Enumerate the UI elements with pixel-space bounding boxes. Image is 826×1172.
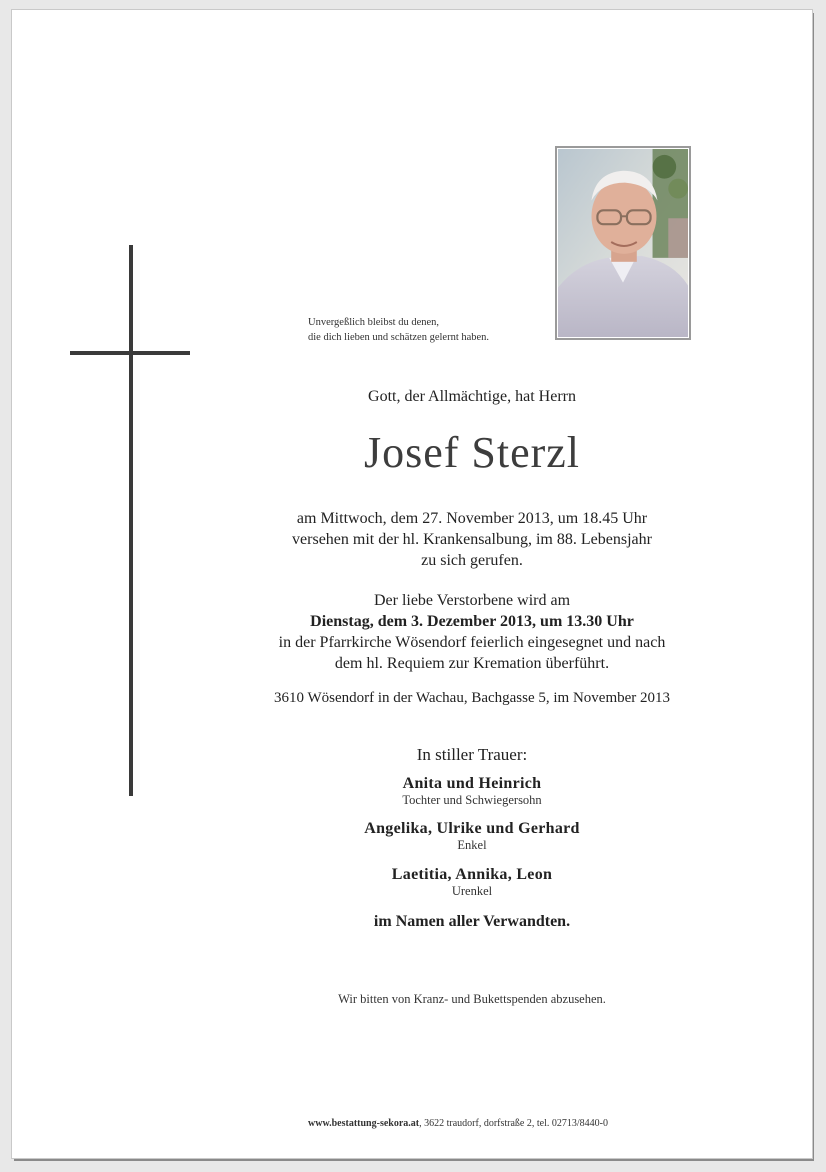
- family-names: Laetitia, Annika, Leon: [391, 866, 553, 883]
- portrait-photo-image: [558, 149, 688, 337]
- closing-line: im Namen aller Verwandten.: [373, 913, 571, 930]
- quote-line: Unvergeßlich bleibst du denen,: [308, 317, 440, 328]
- mourning-heading: In stiller Trauer:: [416, 745, 528, 764]
- cross-vertical-bar: [129, 245, 133, 796]
- footer-address: , 3622 traudorf, dorfstraße 2, tel. 02713/8440-0: [419, 1118, 608, 1129]
- death-notice-line: zu sich gerufen.: [421, 552, 523, 569]
- family-group: [162, 775, 782, 808]
- family-relation: Enkel: [457, 838, 487, 852]
- service-line: in der Pfarrkirche Wösendorf feierlich eingesegnet und nach: [278, 634, 666, 651]
- footer-contact: [308, 1118, 608, 1129]
- cross-horizontal-bar: [70, 351, 190, 355]
- footer-website: www.bestattung-sekora.at: [308, 1118, 420, 1129]
- death-notice: [162, 508, 782, 571]
- family-names: Angelika, Ulrike und Gerhard: [364, 820, 580, 837]
- family-relation: Tochter und Schwiegersohn: [402, 793, 542, 807]
- service-line: dem hl. Requiem zur Kremation überführt.: [334, 655, 610, 672]
- intro-text: Gott, der Allmächtige, hat Herrn: [368, 388, 576, 405]
- obituary-page: [12, 10, 812, 1158]
- deceased-name: Josef Sterzl: [363, 428, 581, 477]
- address-line: 3610 Wösendorf in der Wachau, Bachgasse 5, im November 2013: [273, 690, 671, 706]
- family-group: [162, 820, 782, 853]
- death-notice-line: am Mittwoch, dem 27. November 2013, um 18.45 Uhr: [296, 510, 648, 527]
- death-notice-line: versehen mit der hl. Krankensalbung, im 88. Lebensjahr: [292, 531, 652, 548]
- portrait-photo: [555, 146, 691, 340]
- service-line: Der liebe Verstorbene wird am: [373, 592, 571, 609]
- family-names: Anita und Heinrich: [402, 775, 542, 792]
- service-notice: [162, 590, 782, 674]
- quote-line: die dich lieben und schätzen gelernt haben.: [308, 332, 490, 343]
- memorial-quote: [308, 315, 548, 345]
- family-group: [162, 866, 782, 899]
- service-date: Dienstag, dem 3. Dezember 2013, um 13.30 Uhr: [310, 613, 634, 630]
- family-relation: Urenkel: [451, 884, 493, 898]
- donation-plea: Wir bitten von Kranz- und Bukettspenden abzusehen.: [338, 992, 606, 1006]
